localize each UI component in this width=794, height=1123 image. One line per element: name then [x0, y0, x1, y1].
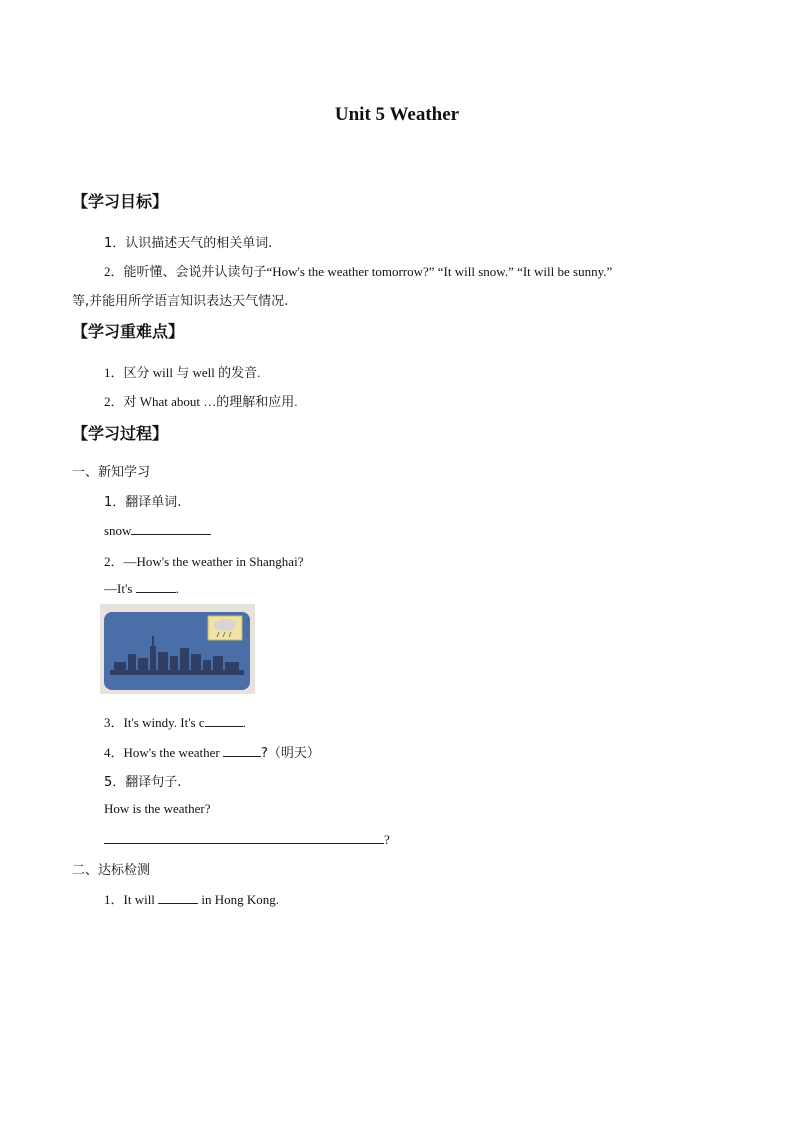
answer-blank[interactable]: [136, 580, 176, 593]
answer-blank[interactable]: [131, 522, 211, 535]
objectives-item-1: 1．认识描述天气的相关单词.: [104, 236, 273, 251]
process-heading: 【学习过程】: [72, 424, 169, 443]
answer-blank[interactable]: [158, 891, 198, 904]
rain-cloud-icon: [208, 616, 242, 640]
part2-question-1-start: 1．It will: [104, 892, 155, 907]
question-1-answer-line: [104, 522, 211, 539]
key-points-item-2: 2．对 What about …的理解和应用.: [104, 394, 298, 409]
part2-heading: 二、达标检测: [72, 863, 151, 878]
page-title: Unit 5 Weather: [334, 104, 460, 125]
question-5: 5．翻译句子.: [104, 775, 182, 790]
key-points-item-1: 1．区分 will 与 well 的发音.: [104, 365, 261, 380]
question-2-answer-line: [104, 580, 179, 597]
objectives-item-2: 2．能听懂、会说并认读句子“How's the weather tomorrow?” “It will snow.” “It will be sunny.”: [104, 264, 613, 279]
objectives-item-2-continued: 等,并能用所学语言知识表达天气情况.: [72, 294, 289, 309]
answer-blank[interactable]: [205, 714, 243, 727]
question-5-end: ?: [384, 832, 390, 847]
question-4-text: 4．How's the weather: [104, 745, 220, 760]
answer-prefix: —It's: [104, 581, 133, 596]
question-3-text: 3．It's windy. It's c: [104, 715, 205, 730]
question-4-end: ?（明天）: [260, 746, 320, 761]
answer-blank[interactable]: [104, 831, 384, 844]
word-snow: snow: [104, 523, 132, 538]
question-5-sentence: How is the weather?: [104, 801, 211, 816]
city-skyline-image: [100, 604, 255, 694]
objectives-heading: 【学习目标】: [72, 192, 169, 211]
question-3-end: .: [242, 715, 246, 730]
part1-heading: 一、新知学习: [72, 465, 151, 480]
answer-suffix: .: [175, 581, 179, 596]
question-1: 1．翻译单词.: [104, 495, 182, 510]
city-skyline-image: [100, 604, 255, 694]
key-points-heading: 【学习重难点】: [72, 322, 185, 341]
question-5-answer-line: [104, 831, 390, 848]
question-3: [104, 712, 246, 731]
question-2: 2．—How's the weather in Shanghai?: [104, 554, 304, 569]
part2-question-1-end: in Hong Kong.: [201, 892, 280, 907]
question-4: [104, 742, 320, 761]
part2-question-1: [104, 889, 279, 908]
answer-blank[interactable]: [223, 744, 261, 757]
